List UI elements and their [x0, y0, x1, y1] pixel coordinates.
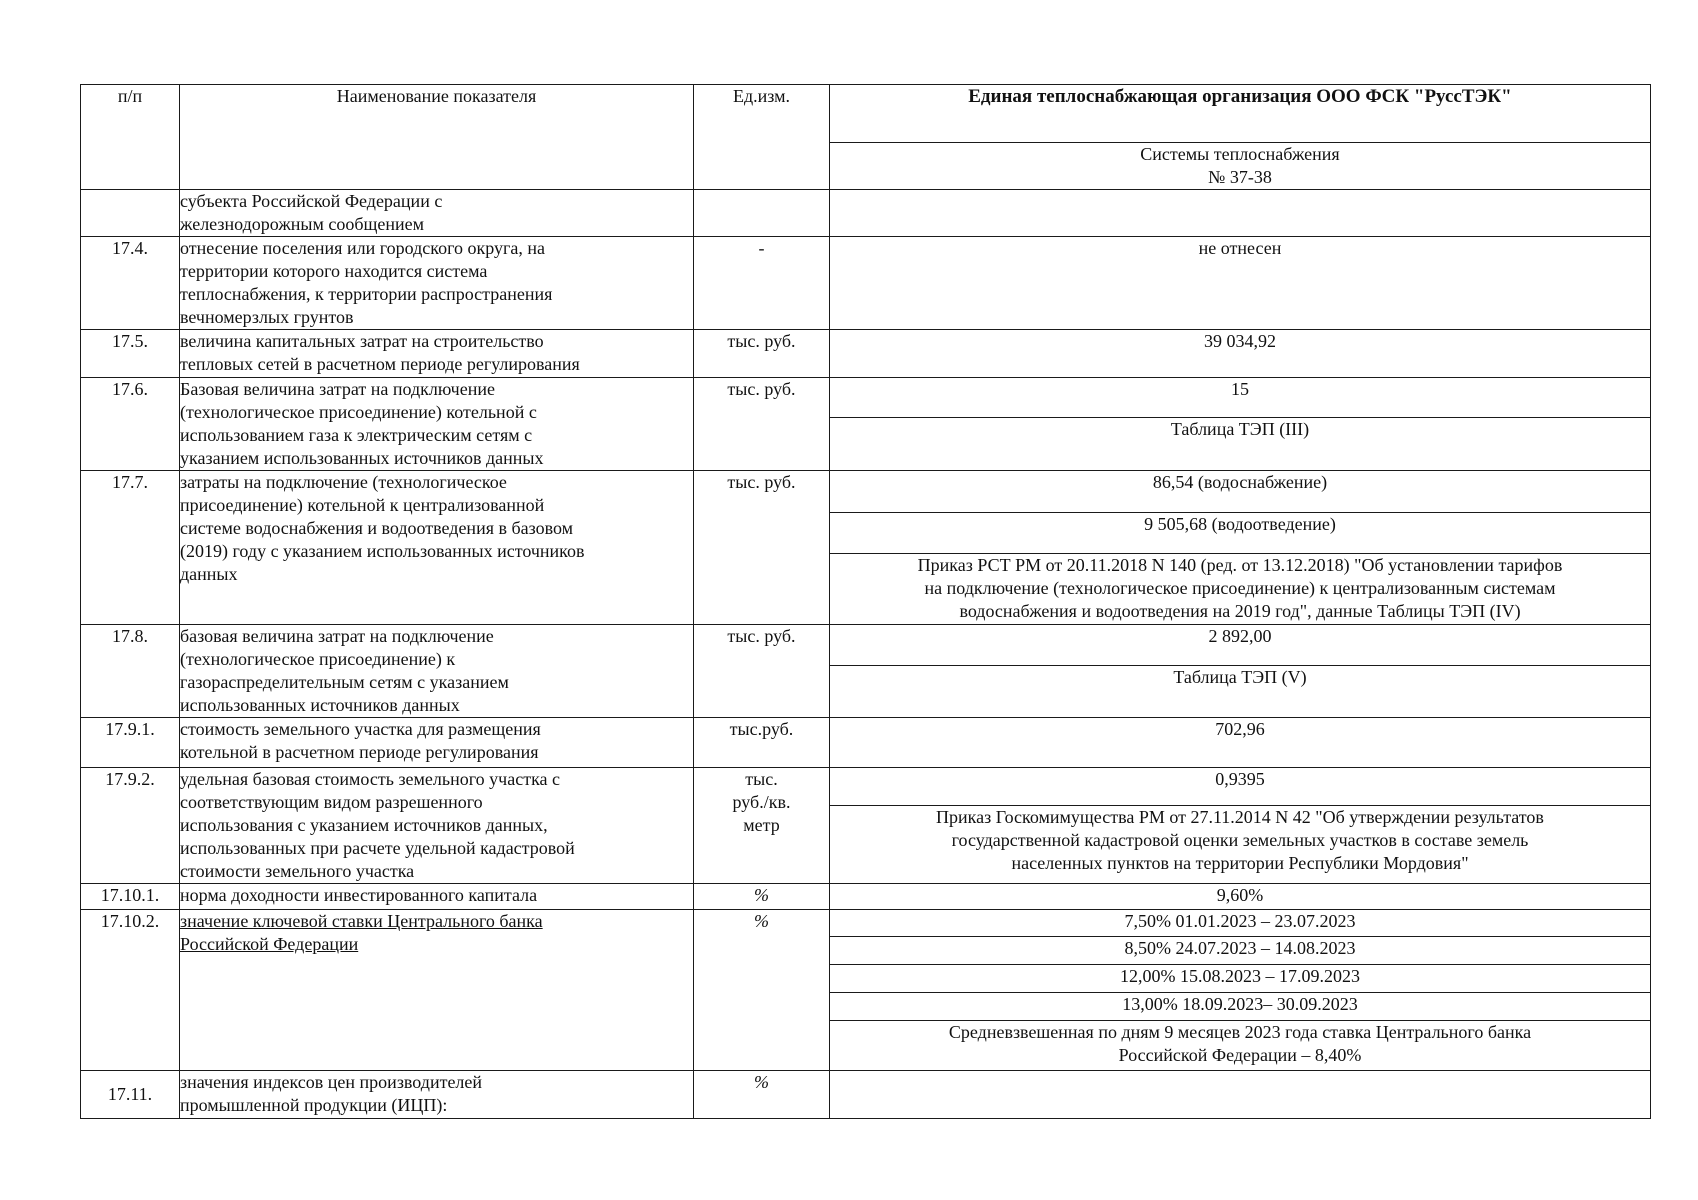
table-row — [81, 718, 1651, 768]
value-cell — [830, 190, 1651, 237]
unit-cell: тыс. руб. — [694, 471, 830, 625]
value-cell: 15 — [830, 378, 1651, 418]
value-cell: 9,60% — [830, 884, 1651, 910]
header-name: Наименование показателя — [180, 85, 694, 190]
source-cell: Приказ Госкомимущества РМ от 27.11.2014 N 42 "Об утверждении результатов государственной кадастровой оценки земельных участков в составе земель населенных пунктов на территории Республики Мордовия" — [830, 805, 1651, 883]
value-cell — [830, 1071, 1651, 1119]
row-number: 17.11. — [81, 1071, 180, 1119]
table-row — [81, 625, 1651, 666]
table-row — [81, 378, 1651, 418]
unit-cell: % — [694, 884, 830, 910]
unit-cell: - — [694, 237, 830, 330]
value-cell: не отнесен — [830, 237, 1651, 330]
unit-cell: тыс. руб. — [694, 378, 830, 471]
value-cell: 0,9395 — [830, 768, 1651, 806]
header-organization: Единая теплоснабжающая организация ООО ФСК "РуссТЭК" — [830, 85, 1651, 143]
value-cell: 8,50% 24.07.2023 – 14.08.2023 — [830, 937, 1651, 965]
value-cell: 12,00% 15.08.2023 – 17.09.2023 — [830, 965, 1651, 993]
unit-cell: тыс. руб. — [694, 330, 830, 378]
row-number: 17.7. — [81, 471, 180, 625]
value-cell: 2 892,00 — [830, 625, 1651, 666]
header-num: п/п — [81, 85, 180, 190]
unit-cell: % — [694, 910, 830, 1071]
value-cell: 7,50% 01.01.2023 – 23.07.2023 — [830, 910, 1651, 937]
source-cell: Приказ РСТ РМ от 20.11.2018 N 140 (ред. от 13.12.2018) "Об установлении тарифов на подключение (технологическое присоединение) к централизованным системам водоснабжения и водоотведения на 2019 год", данные Таблицы ТЭП (IV) — [830, 554, 1651, 625]
indicator-name: Базовая величина затрат на подключение (технологическое присоединение) котельной с использованием газа к электрическим сетям с указанием использованных источников данных — [180, 378, 694, 471]
table-row — [81, 884, 1651, 910]
row-number: 17.4. — [81, 237, 180, 330]
indicator-name: стоимость земельного участка для размещения котельной в расчетном периоде регулирования — [180, 718, 694, 768]
indicator-name: отнесение поселения или городского округа, на территории которого находится система теплоснабжения, к территории распространения вечномерзлых грунтов — [180, 237, 694, 330]
table-row — [81, 237, 1651, 330]
unit-cell: % — [694, 1071, 830, 1119]
unit-cell: тыс. руб./кв. метр — [694, 768, 830, 884]
header-row — [81, 85, 1651, 143]
header-systems: Системы теплоснабжения № 37-38 — [830, 143, 1651, 190]
unit-cell: тыс.руб. — [694, 718, 830, 768]
row-number: 17.10.2. — [81, 910, 180, 1071]
row-number: 17.9.1. — [81, 718, 180, 768]
indicator-name: базовая величина затрат на подключение (технологическое присоединение) к газораспределительным сетям с указанием использованных источников данных — [180, 625, 694, 718]
source-cell: Таблица ТЭП (V) — [830, 665, 1651, 717]
indicator-name: значение ключевой ставки Центрального банка Российской Федерации — [180, 910, 694, 1071]
table-row — [81, 330, 1651, 378]
table-row — [81, 190, 1651, 237]
unit-cell — [694, 190, 830, 237]
row-number: 17.10.1. — [81, 884, 180, 910]
row-number: 17.5. — [81, 330, 180, 378]
header-unit: Ед.изм. — [694, 85, 830, 190]
tariff-indicators-table — [80, 84, 1651, 1119]
indicator-name: норма доходности инвестированного капитала — [180, 884, 694, 910]
row-number — [81, 190, 180, 237]
value-cell: 86,54 (водоснабжение) — [830, 471, 1651, 513]
row-number: 17.9.2. — [81, 768, 180, 884]
indicator-name: затраты на подключение (технологическое присоединение) котельной к централизованной системе водоснабжения и водоотведения в базовом (2019) году с указанием использованных источников данных — [180, 471, 694, 625]
row-number: 17.6. — [81, 378, 180, 471]
table-row — [81, 471, 1651, 513]
unit-cell: тыс. руб. — [694, 625, 830, 718]
table-row — [81, 1071, 1651, 1119]
value-cell: Средневзвешенная по дням 9 месяцев 2023 года ставка Центрального банка Российской Федерации – 8,40% — [830, 1021, 1651, 1071]
row-number: 17.8. — [81, 625, 180, 718]
source-cell: Таблица ТЭП (III) — [830, 418, 1651, 471]
indicator-name: субъекта Российской Федерации с железнодорожным сообщением — [180, 190, 694, 237]
indicator-name: величина капитальных затрат на строительство тепловых сетей в расчетном периоде регулирования — [180, 330, 694, 378]
value-cell: 39 034,92 — [830, 330, 1651, 378]
value-cell: 13,00% 18.09.2023– 30.09.2023 — [830, 993, 1651, 1021]
table-row — [81, 768, 1651, 806]
indicator-name: значения индексов цен производителей промышленной продукции (ИЦП): — [180, 1071, 694, 1119]
value-cell: 9 505,68 (водоотведение) — [830, 513, 1651, 554]
table-row — [81, 910, 1651, 937]
indicator-name: удельная базовая стоимость земельного участка с соответствующим видом разрешенного использования с указанием источников данных, использованных при расчете удельной кадастровой стоимости земельного участка — [180, 768, 694, 884]
value-cell: 702,96 — [830, 718, 1651, 768]
